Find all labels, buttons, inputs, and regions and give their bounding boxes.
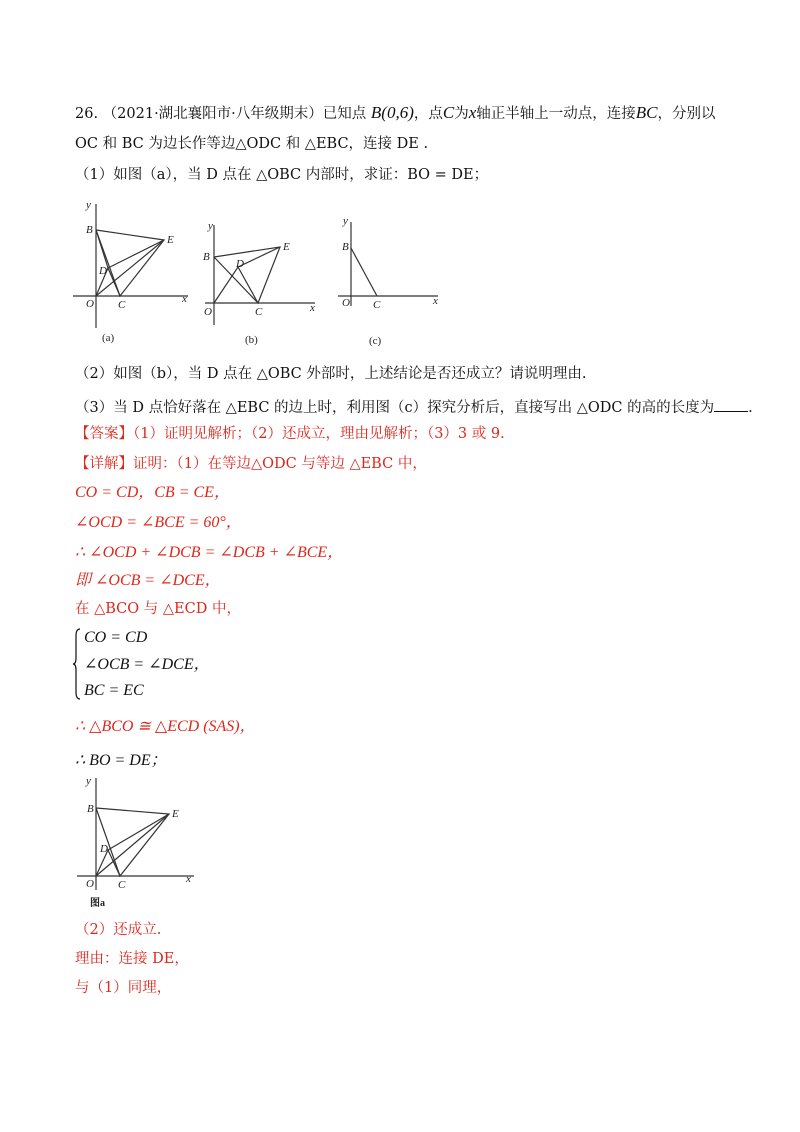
label-e: E bbox=[283, 241, 290, 253]
caption-b: (b) bbox=[245, 334, 258, 346]
label-x: x bbox=[310, 302, 315, 314]
label-o: O bbox=[204, 306, 212, 318]
solution-tag: 【详解】 bbox=[75, 456, 133, 472]
label-b: B bbox=[87, 803, 94, 815]
label-e: E bbox=[172, 808, 179, 820]
triangle-ebc bbox=[214, 247, 280, 303]
caption-answer-figure: 图a bbox=[90, 898, 105, 909]
figure-a bbox=[68, 198, 198, 348]
answer-blank bbox=[714, 397, 748, 412]
part-3-text: （3）当 D 点恰好落在 △EBC 的边上时，利用图（c）探究分析后，直接写出 △ODC 的高的长度为 bbox=[75, 400, 715, 416]
solution-line-2: CO = CD，CB = CE， bbox=[75, 484, 230, 501]
system-brace bbox=[73, 628, 81, 700]
solution-line-11: 与（1）同理， bbox=[75, 980, 172, 996]
stem-text: 轴正半轴上一动点，连接 bbox=[476, 106, 636, 122]
answer-line bbox=[75, 426, 505, 443]
solution-text: 证明：（1）在等边△ODC 与等边 △EBC 中， bbox=[133, 456, 427, 472]
solution-line-9: （2）还成立. bbox=[75, 922, 162, 938]
answer-text: （1）证明见解析；（2）还成立，理由见解析；（3）3 或 9. bbox=[133, 426, 505, 442]
segment-bd bbox=[96, 230, 108, 268]
figure-b bbox=[200, 215, 330, 350]
stem-text: ，分别以 bbox=[657, 106, 716, 122]
problem-source: （2021·湖北襄阳市·八年级期末） bbox=[102, 106, 323, 122]
answer-figure bbox=[72, 772, 207, 912]
label-y: y bbox=[86, 199, 91, 211]
part-1: （1）如图（a），当 D 点在 △OBC 内部时，求证：BO = DE； bbox=[75, 167, 489, 183]
stem-text: ，点 bbox=[413, 106, 443, 122]
label-o: O bbox=[86, 298, 94, 310]
axis-x: x bbox=[468, 103, 477, 122]
solution-line-3: ∠OCD = ∠BCE = 60°， bbox=[75, 514, 242, 531]
label-c: C bbox=[118, 299, 126, 311]
label-c: C bbox=[373, 299, 381, 311]
label-x: x bbox=[186, 873, 191, 885]
label-b: B bbox=[86, 224, 93, 236]
solution-line-6: 在 △BCO 与 △ECD 中， bbox=[75, 601, 241, 617]
segment-bc bbox=[351, 248, 377, 296]
label-e: E bbox=[167, 234, 174, 246]
point-c: C bbox=[442, 103, 455, 122]
label-o: O bbox=[342, 297, 350, 309]
stem-text: 已知点 bbox=[322, 106, 367, 122]
label-d: D bbox=[236, 258, 244, 270]
triangle-ebc bbox=[96, 808, 169, 876]
label-o: O bbox=[86, 878, 94, 890]
triangle-odc bbox=[214, 267, 258, 303]
label-c: C bbox=[118, 879, 126, 891]
label-b: B bbox=[203, 251, 210, 263]
system-eq-3: BC = EC bbox=[84, 682, 144, 699]
label-c: C bbox=[255, 306, 263, 318]
segment-de bbox=[108, 814, 169, 850]
solution-line-4: ∴ ∠OCD + ∠DCB = ∠DCB + ∠BCE， bbox=[75, 544, 344, 561]
solution-line-10: 理由：连接 DE， bbox=[75, 951, 189, 967]
caption-c: (c) bbox=[369, 335, 382, 347]
system-eq-2: ∠OCB = ∠DCE， bbox=[84, 656, 210, 673]
part-2: （2）如图（b），当 D 点在 △OBC 外部时，上述结论是否还成立？请说明理由. bbox=[75, 366, 587, 382]
label-y: y bbox=[208, 220, 213, 232]
point-b: B(0,6) bbox=[370, 103, 414, 122]
label-x: x bbox=[433, 295, 438, 307]
caption-a: (a) bbox=[102, 332, 115, 344]
stem-text: 为 bbox=[454, 106, 469, 122]
label-x: x bbox=[182, 293, 187, 305]
problem-line-2: OC 和 BC 为边长作等边△ODC 和 △EBC，连接 DE . bbox=[75, 136, 429, 152]
label-d: D bbox=[100, 843, 108, 855]
label-y: y bbox=[86, 775, 91, 787]
answer-tag: 【答案】 bbox=[75, 426, 133, 442]
problem-number: 26. bbox=[75, 106, 99, 122]
system-eq-1: CO = CD bbox=[84, 629, 148, 646]
solution-line-8: ∴ BO = DE； bbox=[75, 752, 167, 769]
part-3-end: . bbox=[748, 400, 753, 416]
figure-c bbox=[335, 210, 450, 350]
problem-line-1 bbox=[75, 103, 716, 123]
segment-bc: BC bbox=[635, 103, 658, 122]
solution-line-5: 即 ∠OCB = ∠DCE， bbox=[75, 572, 221, 589]
solution-line-1 bbox=[75, 456, 427, 473]
label-d: D bbox=[99, 265, 107, 277]
label-y: y bbox=[343, 215, 348, 227]
label-b: B bbox=[342, 241, 349, 253]
solution-line-7: ∴ △BCO ≅ △ECD (SAS)， bbox=[75, 718, 256, 735]
part-3 bbox=[75, 397, 753, 417]
